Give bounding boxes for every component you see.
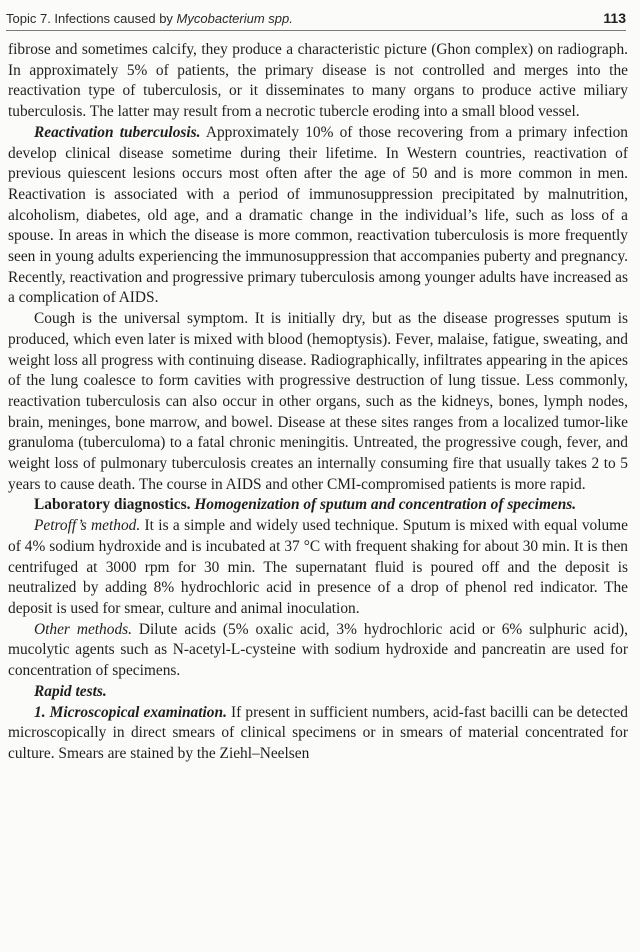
paragraph-petroff-method: Petroff’s method. It is a simple and widely used technique. Sputum is mixed with equal volume of 4% sodium hydroxide and is incubated at 37 °C with frequent shaking for about 30 min. It is then centrifuged at 3000 rpm for 30 min. The supernatant fluid is poured off and the deposit is neutralized by adding 8% hydrochloric acid in presence of a drop of phenol red indicator. The deposit is used for smear, culture and animal inoculation. (8, 517, 628, 617)
subheading-microscopical-examination: 1. Microscopical examination. (34, 703, 227, 721)
running-header (6, 4, 626, 31)
subheading-petroff: Petroff’s method. (34, 517, 141, 535)
subheading-reactivation: Reactivation tuberculosis. (34, 123, 201, 141)
paragraph-symptoms: Cough is the universal symptom. It is initially dry, but as the disease progresses sputum is produced, which even later is mixed with blood (hemoptysis). Fever, malaise, fatigue, sweating, and weight loss all progress with continuing disease. Radiographically, infiltrates appearing in the apices of the lung coalesce to form cavities with progressive destruction of lung tissue. Less commonly, reactivation tuberculosis can also occur in other organs, such as the kidneys, bones, lymph nodes, brain, meninges, bone marrow, and bowel. Disease at these sites ranges from a localized tumor-like granuloma (tuberculoma) to a fatal chronic meningitis. Untreated, the progressive cough, fever, and weight loss of pulmonary tuberculosis creates an internally consuming fire that usually takes 2 to 5 years to cause death. The course in AIDS and other CMI-compromised patients is more rapid. (8, 310, 628, 493)
paragraph-microscopical-examination: 1. Microscopical examination. If present in sufficient numbers, acid-fast bacilli can be detected microscopically in direct smears of clinical specimens or in smears of material concentrated for culture. Smears are stained by the Ziehl–Neelsen (8, 703, 628, 762)
subheading-other-methods: Other methods. (34, 620, 132, 638)
heading-laboratory-diagnostics: Laboratory diagnostics. (34, 496, 191, 514)
subheading-rapid-tests: Rapid tests. (34, 682, 107, 700)
paragraph-laboratory-diagnostics (8, 495, 628, 516)
running-title: Topic 7. Infections caused by Mycobacterium spp. (6, 11, 293, 26)
paragraph-rapid-tests (8, 682, 628, 703)
paragraph-ghon-complex: fibrose and sometimes calcify, they produce a characteristic picture (Ghon complex) on radiograph. In approximately 5% of patients, the primary disease is not controlled and merges into the reactivation type of tuberculosis, or it disseminates to many organs to produce active miliary tuberculosis. The latter may result from a necrotic tubercle eroding into a small blood vessel. (8, 41, 628, 121)
paragraph-other-methods: Other methods. Dilute acids (5% oxalic acid, 3% hydrochloric acid or 6% sulphuric acid), mucolytic agents such as N-acetyl-L-cysteine with sodium hydroxide and pancreatin are used for concentration of specimens. (8, 620, 628, 680)
body-text (8, 40, 628, 765)
paragraph-reactivation-tuberculosis: Reactivation tuberculosis. Approximately 10% of those recovering from a primary infection develop clinical disease sometime during their lifetime. In Western countries, reactivation of previous quiescent lesions occurs most often after the age of 50 and is more common in men. Reactivation is associated with a period of immunosuppression precipitated by malnutrition, alcoholism, diabetes, old age, and a dramatic change in the individual’s life, such as loss of a spouse. In areas in which the disease is more common, reactivation tuberculosis is more frequently seen in young adults experiencing the immunosuppression that accompanies puberty and pregnancy. Recently, reactivation and progressive primary tuberculosis among younger adults have increased as a complication of AIDS. (8, 123, 628, 307)
page-number: 113 (603, 10, 626, 26)
subheading-homogenization: Homogenization of sputum and concentration of specimens. (190, 496, 577, 514)
